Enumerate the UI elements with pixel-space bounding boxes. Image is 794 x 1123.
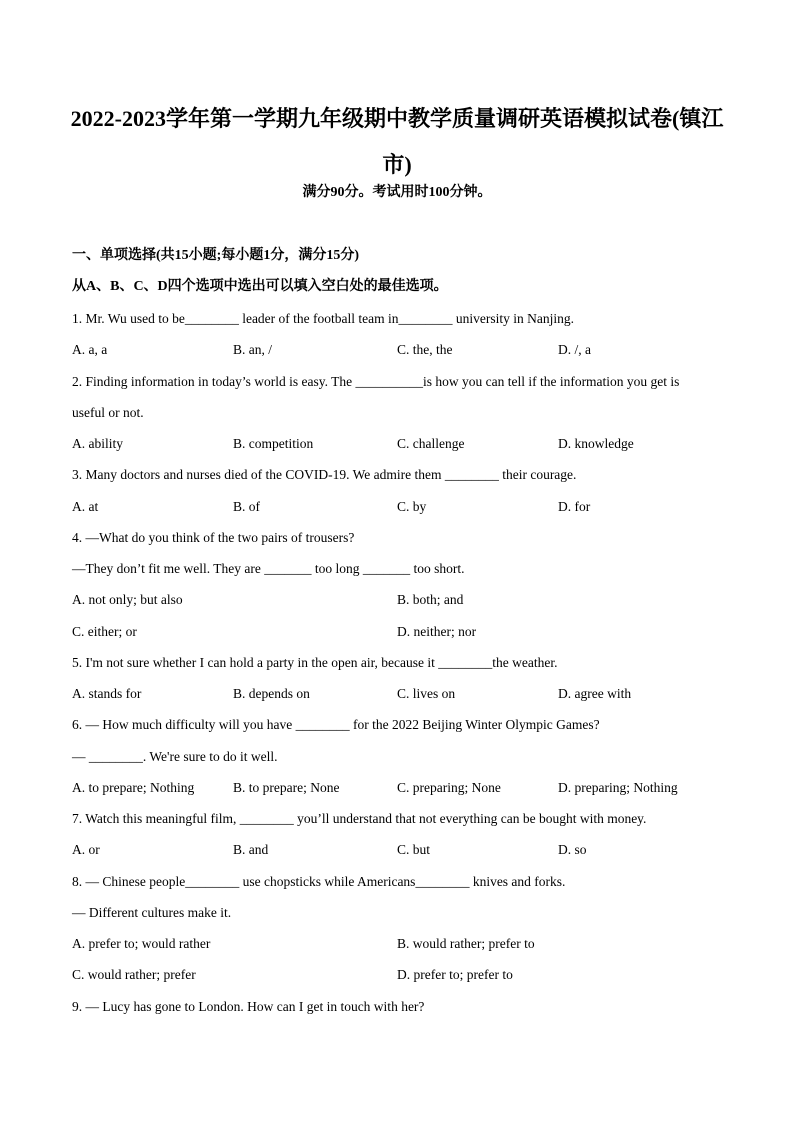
question-stem: 5. I'm not sure whether I can hold a party in the open air, because it ________the weather.	[72, 654, 558, 670]
question-stem: 9. — Lucy has gone to London. How can I get in touch with her?	[72, 998, 425, 1014]
answer-option: A. stands for	[72, 686, 142, 701]
answer-option: A. not only; but also	[72, 592, 183, 608]
answer-option: D. knowledge	[558, 436, 634, 451]
question-stem: —They don’t fit me well. They are _______ too long _______ too short.	[72, 561, 465, 576]
page-subtitle: 满分90分。考试用时100分钟。	[302, 185, 492, 200]
answer-option: A. or	[72, 842, 100, 858]
answer-option: A. a, a	[72, 342, 108, 358]
answer-option: D. for	[558, 498, 591, 514]
answer-option: B. and	[233, 842, 269, 858]
answer-option: D. /, a	[558, 342, 591, 358]
question-stem: useful or not.	[72, 404, 144, 420]
section-instruction: 从A、B、C、D四个选项中选出可以填入空白处的最佳选项。	[72, 279, 448, 294]
answer-option: C. by	[397, 498, 427, 514]
answer-option: B. would rather; prefer to	[397, 936, 535, 951]
answer-option: C. challenge	[397, 436, 465, 451]
question-stem: 7. Watch this meaningful film, ________ you’ll understand that not everything can be bought with money.	[72, 811, 647, 826]
answer-option: D. agree with	[558, 686, 632, 701]
question-stem: — ________. We're sure to do it well.	[72, 748, 278, 764]
question-stem: 8. — Chinese people________ use chopsticks while Americans________ knives and forks.	[72, 873, 566, 889]
question-stem: 4. —What do you think of the two pairs of trousers?	[72, 529, 355, 545]
answer-option: A. ability	[72, 436, 123, 451]
answer-option: C. preparing; None	[397, 779, 501, 795]
answer-option: C. but	[397, 842, 431, 858]
answer-option: B. competition	[233, 436, 314, 451]
answer-option: C. lives on	[397, 686, 456, 701]
answer-option: C. the, the	[397, 342, 453, 358]
answer-option: D. prefer to; prefer to	[397, 967, 513, 983]
answer-option: D. preparing; Nothing	[558, 779, 678, 795]
answer-option: A. to prepare; Nothing	[72, 779, 195, 795]
answer-option: D. neither; nor	[397, 623, 477, 639]
question-stem: 1. Mr. Wu used to be________ leader of the football team in________ university in Nanjing.	[72, 311, 574, 326]
answer-option: C. either; or	[72, 623, 137, 639]
answer-option: C. would rather; prefer	[72, 967, 196, 983]
answer-option: B. depends on	[233, 686, 310, 701]
question-stem: 3. Many doctors and nurses died of the COVID-19. We admire them ________ their courage.	[72, 467, 577, 483]
question-stem: — Different cultures make it.	[72, 904, 232, 920]
section-heading: 一、单项选择(共15小题;每小题1分，满分15分)	[72, 248, 359, 263]
answer-option: B. both; and	[397, 592, 464, 608]
answer-option: D. so	[558, 842, 587, 858]
question-stem: 6. — How much difficulty will you have ________ for the 2022 Beijing Winter Olympic Games?	[72, 717, 600, 733]
answer-option: A. at	[72, 498, 99, 514]
page-title: 2022-2023学年第一学期九年级期中教学质量调研英语模拟试卷(镇江市)	[70, 106, 724, 177]
answer-option: A. prefer to; would rather	[72, 936, 211, 951]
question-stem: 2. Finding information in today’s world is easy. The __________is how you can tell if the information you get is	[72, 373, 680, 389]
answer-option: B. an, /	[233, 342, 272, 358]
answer-option: B. of	[233, 498, 260, 514]
answer-option: B. to prepare; None	[233, 779, 340, 795]
